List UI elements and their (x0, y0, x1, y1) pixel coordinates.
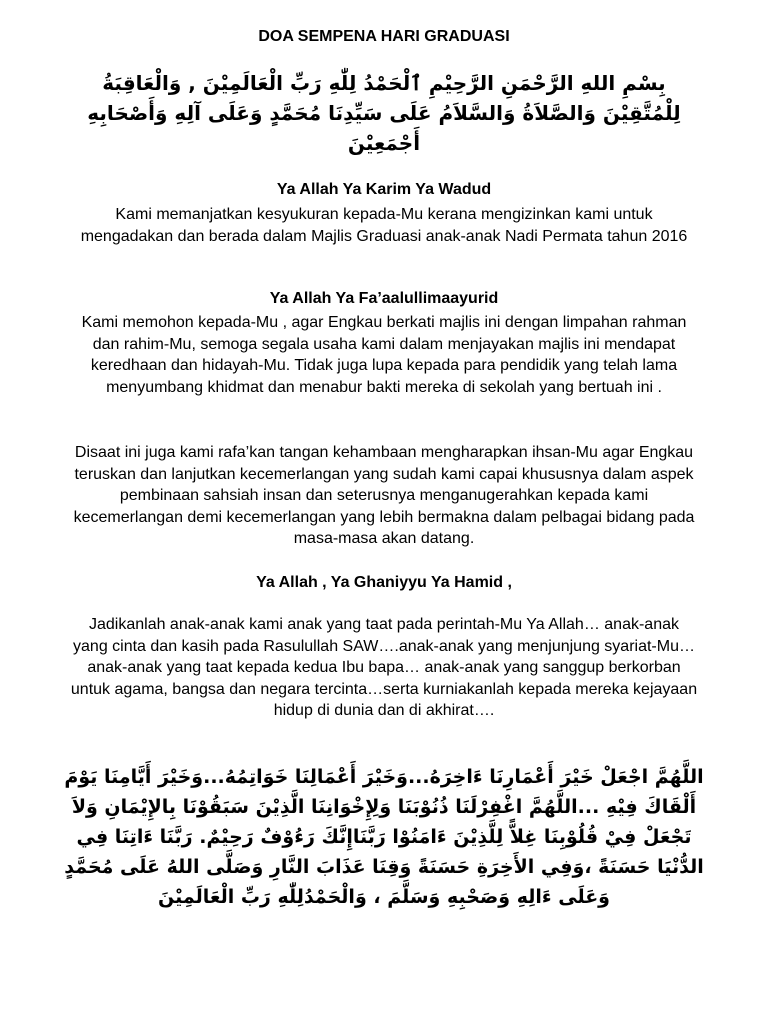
section-3-heading: Ya Allah , Ya Ghaniyyu Ya Hamid , (256, 574, 512, 591)
section-1-body: Kami memanjatkan kesyukuran kepada-Mu kerana mengizinkan kami untuk mengadakan dan berada dalam Majlis Graduasi anak-anak Nadi Permata tahun 2016 (80, 206, 688, 245)
section-2-heading: Ya Allah Ya Fa’aalullimaayurid (269, 290, 499, 307)
section-3-body: Jadikanlah anak-anak kami anak yang taat pada perintah-Mu Ya Allah… anak-anak yang cinta dan kasih pada Rasulullah SAW….anak-anak yang menjunjung syariat-Mu…anak-anak yang taat kepada kedua Ibu bapa… anak-anak yang sanggup berkorban untuk agama, bangsa dan negara tercinta…serta kurniakanlah kepada mereka kejayaan hidup di dunia dan di akhirat…. (70, 616, 698, 719)
section-2-body: Kami memohon kepada-Mu , agar Engkau berkati majlis ini dengan limpahan rahman dan rahim-Mu, semoga segala usaha kami dalam menjayakan majlis ini mendapat keredhaan dan hidayah-Mu. Tidak juga lupa kepada para pendidik yang telah lama menyumbang khidmat dan menabur bakti mereka di sekolah yang bertuah ini . (81, 314, 687, 396)
section-2-body-continued: Disaat ini juga kami rafa’kan tangan kehambaan mengharapkan ihsan-Mu agar Engkau teruskan dan lanjutkan kecemerlangan yang sudah kami capai khususnya dalam aspek pembinaan sahsiah insan dan seterusnya menganugerahkan kepada kami kecemerlangan demi kecemerlangan yang lebih bermakna dalam pelbagai bidang pada masa-masa akan datang. (73, 444, 695, 547)
document-title: DOA SEMPENA HARI GRADUASI (258, 28, 510, 45)
opening-arabic-prayer: بِسْمِ اللهِ الرَّحْمَنِ الرَّحِيْمِ ٱلْحَمْدُ لِلّٰهِ رَبِّ الْعَالَمِيْنَ , وَالْعَاقِبَةُ لِلْمُتَّقِيْنَ وَالصَّلاَةُ وَالسَّلاَمُ عَلَى سَيِّدِنَا مُحَمَّدٍ وَعَلَى آلِهِ وَأَصْحَابِهِ أَجْمَعِيْنَ (87, 71, 681, 155)
closing-arabic-prayer: اللَّهُمَّ اجْعَلْ خَيْرَ أَعْمَارِنَا ءَاخِرَهُ...وَخَيْرَ أَعْمَالِنَا خَوَاتِمُهُ...وَخَيْرَ أَيَّامِنَا يَوْمَ أَلْقَاكَ فِيْهِ ...اللَّهُمَّ اغْفِرْلَنَا ذُنُوْبَنَا وَلِإِخْوَانِنَا الَّذِيْنَ سَبَقُوْنَا بِالإِيْمَانِ وَلاَ تَجْعَلْ فِيْ قُلُوْبِنَا غِلاًّ لِلَّذِيْنَ ءَامَنُوْا رَبَّنَاإِنَّكَ رَءُوْفٌ رَحِيْمٌ. رَبَّنَا ءَاتِنَا فِي الدُّنْيَا حَسَنَةً ،وَفِي الأَخِرَةِ حَسَنَةً وَقِنَا عَذَابَ النَّارِ وَصَلَّى اللهُ عَلَى مُحَمَّدٍ وَعَلَى ءَالِهِ وَصَحْبِهِ وَسَلَّمَ ، وَالْحَمْدُلِلّٰهِ رَبِّ الْعَالَمِيْنَ (64, 766, 704, 908)
section-1-heading: Ya Allah Ya Karim Ya Wadud (276, 181, 492, 198)
